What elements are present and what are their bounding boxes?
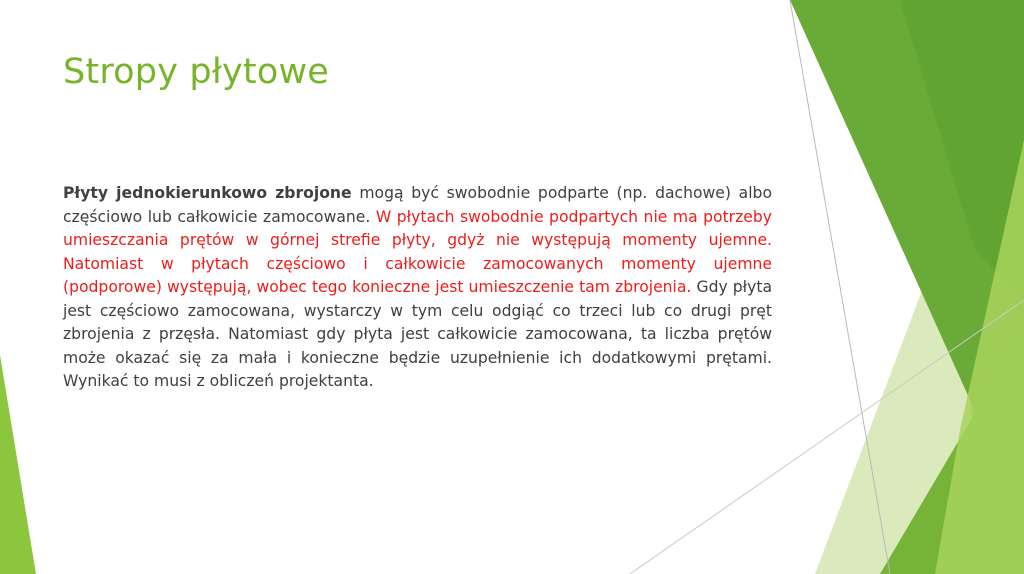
body-paragraph — [63, 182, 772, 394]
left-edge-green-shape — [0, 355, 36, 574]
body-text-part-2: Gdy płyta jest częściowo zamocowana, wystarczy w tym celu odgiąć co trzeci lub co drugi pręt zbrojenia z przęsła. Natomiast gdy płyta jest całkowicie zamocowana, ta liczba prętów może okazać się za mała i konieczne będzie uzupełnienie ich dodatkowymi prętami. Wynikać to musi z obliczeń projektanta. — [63, 278, 773, 390]
body-text-part-1: mogą być swobodnie podparte (np. dachowe) albo częściowo lub całkowicie zamocowane. — [63, 184, 773, 226]
bold-lead-text: Płyty jednokierunkowo zbrojone — [63, 184, 352, 202]
red-highlight-text: W płytach swobodnie podpartych nie ma potrzeby umieszczania prętów w górnej strefie płyty, gdyż nie występują momenty ujemne. Natomiast w płytach częściowo i całkowicie zamocowanych momenty ujemne (podporowe) występują, wobec tego konieczne jest umieszczenie tam zbrojenia. — [63, 207, 772, 296]
page-title: Stropy płytowe — [63, 52, 330, 92]
